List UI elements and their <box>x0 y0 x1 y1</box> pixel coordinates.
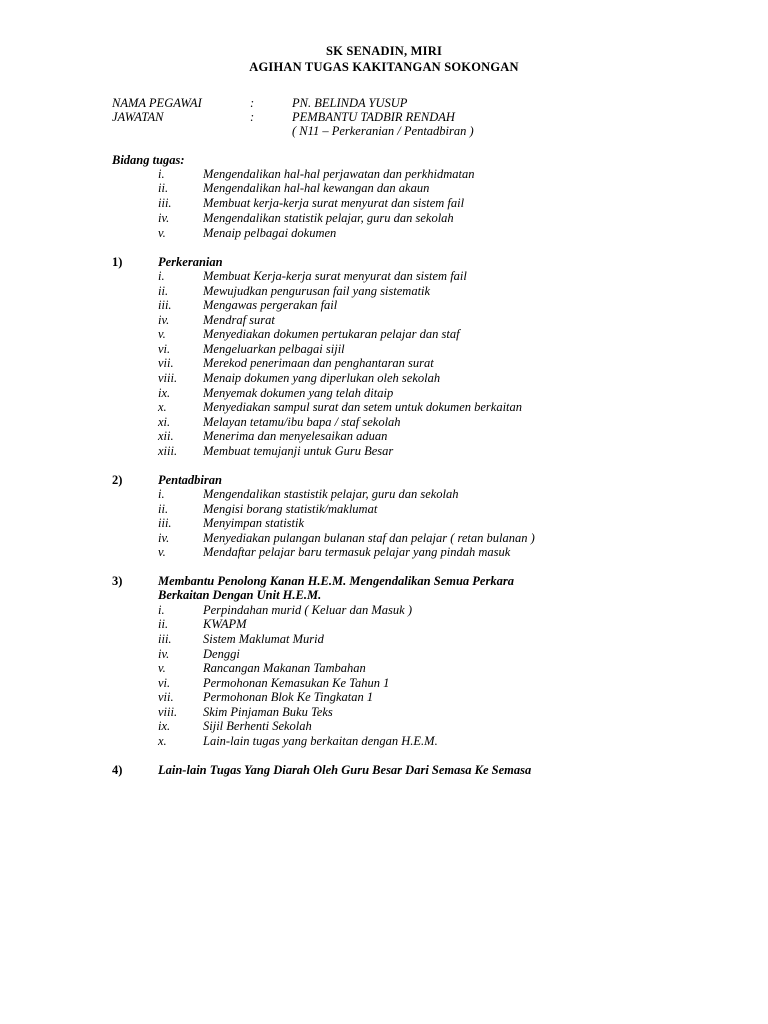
section-title: Lain-lain Tugas Yang Diarah Oleh Guru Besar Dari Semasa Ke Semasa <box>158 763 532 777</box>
bidang-item-text: Mengendalikan statistik pelajar, guru dan sekolah <box>203 211 454 225</box>
section-title: Pentadbiran <box>158 473 222 487</box>
list-item-text: Mengendalikan stastistik pelajar, guru dan sekolah <box>203 487 459 501</box>
list-item-text: Lain-lain tugas yang berkaitan dengan H.E.M. <box>203 734 438 748</box>
name-colon: : <box>250 96 255 110</box>
section-title: Membantu Penolong Kanan H.E.M. Mengendalikan Semua Perkara <box>158 574 514 588</box>
list-item-num: xii. <box>158 429 174 443</box>
list-item-num: i. <box>158 487 165 501</box>
list-item-num: vii. <box>158 690 174 704</box>
list-item-num: x. <box>158 400 167 414</box>
list-item-text: Denggi <box>203 647 240 661</box>
section-number: 1) <box>112 255 123 269</box>
name-value: PN. BELINDA YUSUP <box>292 96 408 110</box>
list-item-num: ii. <box>158 284 169 298</box>
list-item-num: iv. <box>158 531 170 545</box>
list-item-num: vi. <box>158 676 171 690</box>
list-item-num: iii. <box>158 298 172 312</box>
bidang-item-num: iii. <box>158 196 172 210</box>
bidang-item-num: i. <box>158 167 165 181</box>
list-item-text: KWAPM <box>203 617 247 631</box>
list-item-text: Permohonan Blok Ke Tingkatan 1 <box>203 690 374 704</box>
bidang-item-text: Mengendalikan hal-hal perjawatan dan perkhidmatan <box>203 167 475 181</box>
list-item-text: Mendraf surat <box>203 313 275 327</box>
bidang-item-num: v. <box>158 226 166 240</box>
list-item-text: Mengawas pergerakan fail <box>203 298 338 312</box>
list-item-text: Sijil Berhenti Sekolah <box>203 719 312 733</box>
list-item-num: iii. <box>158 632 172 646</box>
list-item-num: xi. <box>158 415 171 429</box>
bidang-heading: Bidang tugas: <box>112 153 185 167</box>
list-item-text: Mendaftar pelajar baru termasuk pelajar yang pindah masuk <box>203 545 511 559</box>
list-item-text: Menaip dokumen yang diperlukan oleh sekolah <box>203 371 441 385</box>
list-item-num: vii. <box>158 356 174 370</box>
list-item-num: ii. <box>158 502 169 516</box>
name-label: NAMA PEGAWAI <box>112 96 202 110</box>
section-number: 2) <box>112 473 123 487</box>
list-item-num: i. <box>158 603 165 617</box>
list-item-num: ix. <box>158 386 171 400</box>
list-item-text: Rancangan Makanan Tambahan <box>203 661 366 675</box>
list-item-text: Skim Pinjaman Buku Teks <box>203 705 333 719</box>
list-item-num: iii. <box>158 516 172 530</box>
list-item-text: Membuat temujanji untuk Guru Besar <box>203 444 394 458</box>
section-title: Perkeranian <box>158 255 223 269</box>
grade-value: ( N11 – Perkeranian / Pentadbiran ) <box>292 124 474 138</box>
list-item-text: Menyediakan dokumen pertukaran pelajar dan staf <box>203 327 460 341</box>
list-item-text: Menyediakan pulangan bulanan staf dan pelajar ( retan bulanan ) <box>203 531 535 545</box>
list-item-text: Menyimpan statistik <box>203 516 305 530</box>
bidang-item-num: ii. <box>158 181 169 195</box>
list-item-num: ii. <box>158 617 169 631</box>
section-number: 4) <box>112 763 123 777</box>
list-item-num: viii. <box>158 705 178 719</box>
list-item-text: Mengisi borang statistik/maklumat <box>203 502 378 516</box>
list-item-num: x. <box>158 734 167 748</box>
school-title: SK SENADIN, MIRI <box>325 44 443 58</box>
list-item-text: Mewujudkan pengurusan fail yang sistematik <box>203 284 431 298</box>
list-item-text: Mengeluarkan pelbagai sijil <box>203 342 345 356</box>
list-item-text: Melayan tetamu/ibu bapa / staf sekolah <box>203 415 401 429</box>
list-item-num: i. <box>158 269 165 283</box>
position-colon: : <box>250 110 255 124</box>
list-item-text: Merekod penerimaan dan penghantaran surat <box>203 356 434 370</box>
list-item-num: viii. <box>158 371 178 385</box>
bidang-item-text: Mengendalikan hal-hal kewangan dan akaun <box>203 181 430 195</box>
bidang-item-text: Membuat kerja-kerja surat menyurat dan sistem fail <box>203 196 465 210</box>
list-item-text: Perpindahan murid ( Keluar dan Masuk ) <box>203 603 413 617</box>
list-item-text: Menyemak dokumen yang telah ditaip <box>203 386 394 400</box>
position-value: PEMBANTU TADBIR RENDAH <box>292 110 455 124</box>
section-title-continued: Berkaitan Dengan Unit H.E.M. <box>158 588 322 602</box>
section-number: 3) <box>112 574 123 588</box>
list-item-num: v. <box>158 661 166 675</box>
list-item-text: Membuat Kerja-kerja surat menyurat dan sistem fail <box>203 269 467 283</box>
list-item-num: v. <box>158 545 166 559</box>
list-item-num: iv. <box>158 647 170 661</box>
list-item-num: iv. <box>158 313 170 327</box>
position-label: JAWATAN <box>112 110 164 124</box>
list-item-text: Sistem Maklumat Murid <box>203 632 324 646</box>
list-item-text: Menyediakan sampul surat dan setem untuk dokumen berkaitan <box>203 400 523 414</box>
list-item-text: Permohonan Kemasukan Ke Tahun 1 <box>203 676 390 690</box>
list-item-text: Menerima dan menyelesaikan aduan <box>203 429 388 443</box>
document-subtitle: AGIHAN TUGAS KAKITANGAN SOKONGAN <box>249 60 519 74</box>
list-item-num: ix. <box>158 719 171 733</box>
bidang-item-num: iv. <box>158 211 170 225</box>
list-item-num: xiii. <box>158 444 178 458</box>
list-item-num: vi. <box>158 342 171 356</box>
list-item-num: v. <box>158 327 166 341</box>
bidang-item-text: Menaip pelbagai dokumen <box>203 226 337 240</box>
